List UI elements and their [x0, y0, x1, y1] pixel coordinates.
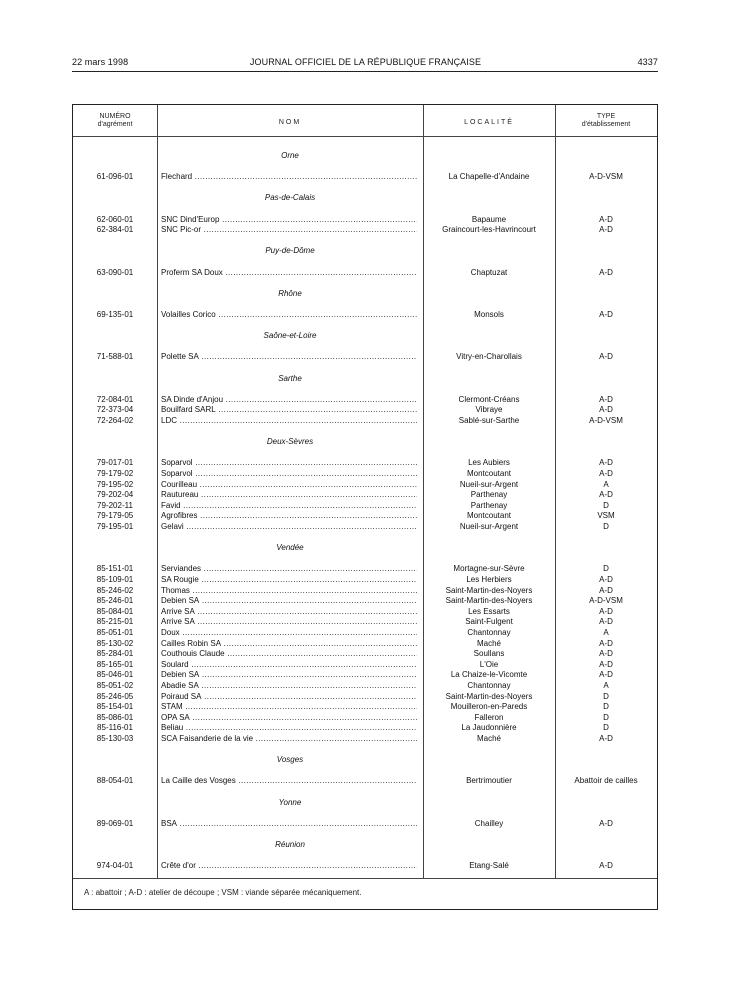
establishment-type: A: [603, 479, 609, 489]
table-footnote: [73, 878, 657, 909]
establishment-type: A-D: [599, 214, 613, 224]
table-row: [73, 585, 657, 596]
locality: Les Herbiers: [466, 575, 512, 584]
establishment-name: Rautureau .....: [161, 489, 417, 500]
table-row: [73, 521, 657, 532]
table-row: [73, 733, 657, 744]
approval-number: 85-215-01: [96, 617, 134, 627]
locality: Les Aubiers: [468, 458, 510, 468]
table-row: [73, 648, 657, 659]
establishment-type: A-D: [599, 405, 613, 415]
establishment-name: Soparvol .....: [161, 457, 417, 468]
establishment-type: A-D: [599, 225, 613, 235]
column-header-numero-line1: NUMÉRO: [99, 113, 131, 120]
approval-number: 62-060-01: [96, 214, 134, 224]
table-row: [73, 638, 657, 649]
establishment-name: Doux .....: [161, 627, 417, 638]
approval-number: 85-051-01: [96, 628, 134, 637]
table-row: [73, 701, 657, 712]
locality: Soullans: [473, 649, 505, 659]
table-row: [73, 510, 657, 521]
approval-number: 62-384-01: [96, 225, 134, 235]
establishment-type: A-D: [599, 818, 613, 828]
table-row: [73, 309, 657, 320]
establishment-name: Bouilfard SARL .....: [161, 404, 417, 415]
establishment-table: [72, 104, 658, 910]
approval-number: 79-017-01: [96, 458, 134, 468]
establishment-type: A-D: [599, 861, 613, 871]
approval-number: 85-046-01: [96, 670, 134, 680]
establishment-type: A-D: [599, 638, 613, 648]
establishment-name: SCA Faisanderie de la vie .....: [161, 733, 417, 744]
header-title: JOURNAL OFFICIEL DE LA RÉPUBLIQUE FRANÇAISE: [249, 57, 482, 67]
establishment-name: Debien SA .....: [161, 669, 417, 680]
approval-number: 72-373-04: [96, 405, 134, 415]
locality: La Chapelle-d'Andaine: [448, 172, 530, 182]
region-heading: Sarthe: [278, 373, 302, 383]
locality: Sablé-sur-Sarthe: [458, 416, 520, 425]
table-row: [73, 574, 657, 585]
region-heading: Yonne: [278, 797, 302, 807]
column-header-type-line2: d'établissement: [581, 121, 631, 128]
column-header-numero-line2: d'agrément: [97, 121, 133, 128]
approval-number: 85-284-01: [96, 649, 134, 659]
locality: Maché: [476, 638, 501, 648]
region-heading: Vosges: [276, 755, 304, 765]
establishment-name: Favid .....: [161, 500, 417, 511]
approval-number: 85-246-01: [96, 596, 134, 606]
table-row: [73, 489, 657, 500]
establishment-name: SA Dinde d'Anjou .....: [161, 394, 417, 405]
column-header-numero: [73, 113, 157, 129]
table-row: [73, 500, 657, 511]
table-row: [73, 691, 657, 702]
table-row: [73, 627, 657, 638]
column-header-type-line1: TYPE: [596, 113, 616, 120]
region-heading: Réunion: [275, 840, 305, 849]
establishment-type: D: [603, 564, 609, 574]
establishment-name: Arrive SA .....: [161, 616, 417, 627]
approval-number: 72-084-01: [96, 394, 134, 404]
locality: Saint-Martin-des-Noyers: [445, 691, 533, 701]
establishment-type: A-D: [599, 734, 613, 743]
region-heading: Vendée: [276, 543, 304, 553]
region-heading: Orne: [281, 151, 299, 160]
establishment-type: VSM: [597, 511, 615, 521]
approval-number: 63-090-01: [96, 267, 134, 277]
column-header-nom: NOM: [278, 119, 302, 126]
locality: Saint-Martin-des-Noyers: [445, 596, 533, 606]
approval-number: 85-151-01: [96, 564, 134, 574]
establishment-name: Polette SA .....: [161, 351, 417, 362]
locality: Saint-Martin-des-Noyers: [445, 585, 533, 595]
locality: Parthenay: [470, 490, 508, 500]
approval-number: 72-264-02: [96, 416, 134, 425]
establishment-name: Couthouis Claude .....: [161, 648, 417, 659]
approval-number: 69-135-01: [96, 310, 134, 319]
locality: Chantonnay: [467, 628, 511, 637]
table-row: [73, 214, 657, 225]
region-heading: Saône-et-Loire: [263, 331, 317, 341]
establishment-type: A-D: [599, 659, 613, 669]
locality: Etang-Salé: [469, 861, 509, 871]
table-row: [73, 415, 657, 426]
establishment-name: Debien SA .....: [161, 595, 417, 606]
establishment-type: A-D: [599, 352, 613, 362]
locality: Maché: [476, 734, 501, 743]
establishment-type: A-D: [599, 310, 613, 319]
table-row: [73, 457, 657, 468]
table-row: [73, 712, 657, 723]
locality: Mouilleron-en-Pareds: [450, 702, 528, 712]
locality: Falleron: [474, 712, 504, 722]
approval-number: 85-051-02: [96, 681, 134, 690]
establishment-name: SA Rougie .....: [161, 574, 417, 585]
establishment-type: D: [603, 522, 609, 531]
establishment-name: Soulard .....: [161, 659, 417, 670]
establishment-name: LDC .....: [161, 415, 417, 426]
region-heading: Pas-de-Calais: [264, 193, 316, 203]
establishment-type: A-D: [599, 490, 613, 500]
region-heading: Puy-de-Dôme: [265, 246, 315, 256]
locality: Nueil-sur-Argent: [459, 479, 519, 489]
establishment-type: A-D: [599, 267, 613, 277]
approval-number: 974-04-01: [96, 861, 134, 871]
establishment-type: A-D: [599, 670, 613, 680]
locality: Bapaume: [471, 214, 507, 224]
header-rule: [72, 71, 658, 72]
locality: Nueil-sur-Argent: [459, 522, 519, 531]
approval-number: 79-202-04: [96, 490, 134, 500]
approval-number: 85-154-01: [96, 702, 134, 712]
table-row: [73, 468, 657, 479]
locality: La Chaize-le-Vicomte: [450, 670, 528, 680]
locality: Vitry-en-Charollais: [456, 352, 522, 362]
establishment-type: D: [603, 723, 609, 733]
establishment-name: Flechard .....: [161, 171, 417, 182]
table-row: [73, 595, 657, 606]
approval-number: 85-246-05: [96, 691, 134, 701]
establishment-name: Serviandes .....: [161, 563, 417, 574]
table-row: [73, 659, 657, 670]
establishment-name: Agrofibres .....: [161, 510, 417, 521]
establishment-name: Cailles Robin SA .....: [161, 638, 417, 649]
establishment-type: A-D-VSM: [589, 172, 623, 182]
establishment-name: SNC Pic-or .....: [161, 224, 417, 235]
establishment-name: Gelavi .....: [161, 521, 417, 532]
establishment-name: La Caille des Vosges .....: [161, 775, 417, 786]
establishment-type: A-D: [599, 394, 613, 404]
establishment-name: Arrive SA .....: [161, 606, 417, 617]
establishment-type: A-D-VSM: [589, 596, 623, 606]
approval-number: 71-588-01: [96, 352, 134, 362]
approval-number: 85-086-01: [96, 712, 134, 722]
establishment-name: Courilleau .....: [161, 479, 417, 490]
column-header-type: [555, 113, 657, 129]
establishment-type: A-D: [599, 606, 613, 616]
approval-number: 85-165-01: [96, 659, 134, 669]
establishment-name: Abadie SA .....: [161, 680, 417, 691]
approval-number: 79-195-01: [96, 522, 134, 531]
table-row: [73, 394, 657, 405]
establishment-type: A-D: [599, 649, 613, 659]
table-row: [73, 669, 657, 680]
approval-number: 85-109-01: [96, 575, 134, 584]
table-row: [73, 606, 657, 617]
establishment-type: A-D: [599, 585, 613, 595]
locality: Vibraye: [475, 405, 503, 415]
approval-number: 79-202-11: [97, 500, 133, 510]
establishment-type: A-D: [599, 469, 613, 478]
column-header-localite: LOCALITÉ: [464, 119, 514, 126]
region-heading: Rhône: [278, 288, 302, 298]
approval-number: 79-195-02: [96, 479, 134, 489]
approval-number: 85-130-03: [96, 734, 134, 743]
table-row: [73, 563, 657, 574]
locality: Chailley: [474, 818, 504, 828]
table-row: [73, 616, 657, 627]
locality: La Jaudonnière: [461, 723, 517, 733]
locality: Graincourt-les-Havrincourt: [442, 225, 536, 235]
header-date: 22 mars 1998: [72, 57, 129, 67]
approval-number: 85-130-02: [96, 638, 134, 648]
establishment-name: Thomas .....: [161, 585, 417, 596]
locality: Monsols: [474, 310, 504, 319]
establishment-type: A-D: [599, 575, 613, 584]
establishment-name: BSA .....: [161, 818, 417, 829]
establishment-type: A-D-VSM: [589, 416, 623, 425]
approval-number: 79-179-02: [96, 469, 134, 478]
approval-number: 85-246-02: [96, 585, 134, 595]
establishment-type: D: [603, 712, 609, 722]
approval-number: 85-084-01: [96, 606, 134, 616]
establishment-name: Beliau .....: [161, 722, 417, 733]
table-row: [73, 818, 657, 829]
approval-number: 61-096-01: [96, 172, 134, 182]
locality: Chantonnay: [467, 681, 511, 690]
approval-number: 89-069-01: [96, 818, 134, 828]
establishment-type: A-D: [599, 617, 613, 627]
establishment-type: Abattoir de cailles: [574, 776, 638, 786]
locality: Saint-Fulgent: [465, 617, 513, 627]
table-row: [73, 680, 657, 691]
table-row: [73, 171, 657, 182]
table-row: [73, 351, 657, 362]
locality: L'Oie: [479, 659, 499, 669]
establishment-type: D: [603, 691, 609, 701]
locality: Chaptuzat: [470, 267, 508, 277]
establishment-type: A: [603, 628, 609, 637]
establishment-name: Proferm SA Doux .....: [161, 267, 417, 278]
header-page-number: 4337: [637, 57, 658, 67]
locality: Montcoutant: [466, 469, 512, 478]
establishment-name: STAM .....: [161, 701, 417, 712]
table-row: [73, 775, 657, 786]
establishment-name: Poiraud SA .....: [161, 691, 417, 702]
table-row: [73, 479, 657, 490]
locality: Bertrimoutier: [466, 776, 512, 786]
establishment-type: D: [603, 702, 609, 712]
establishment-name: Soparvol .....: [161, 468, 417, 479]
table-row: [73, 267, 657, 278]
locality: Les Essarts: [468, 606, 510, 616]
approval-number: 79-179-05: [96, 511, 134, 521]
establishment-type: A-D: [599, 458, 613, 468]
locality: Clermont-Créans: [458, 394, 520, 404]
approval-number: 85-116-01: [97, 723, 133, 733]
establishment-name: Crête d'or .....: [161, 860, 417, 871]
table-row: [73, 722, 657, 733]
table-header: [73, 105, 657, 137]
locality: Mortagne-sur-Sèvre: [453, 564, 525, 574]
table-row: [73, 860, 657, 871]
establishment-name: Volailles Corico .....: [161, 309, 417, 320]
locality: Montcoutant: [466, 511, 512, 521]
establishment-name: OPA SA .....: [161, 712, 417, 723]
footnote-text: A : abattoir ; A-D : atelier de découpe ; VSM : viande séparée mécaniquement.: [84, 888, 362, 897]
establishment-type: A: [603, 681, 609, 690]
table-row: [73, 404, 657, 415]
region-heading: Deux-Sèvres: [266, 437, 314, 447]
locality: Parthenay: [470, 500, 508, 510]
table-row: [73, 224, 657, 235]
establishment-name: SNC Dind'Europ .....: [161, 214, 417, 225]
establishment-type: D: [603, 500, 609, 510]
approval-number: 88-054-01: [96, 776, 134, 786]
